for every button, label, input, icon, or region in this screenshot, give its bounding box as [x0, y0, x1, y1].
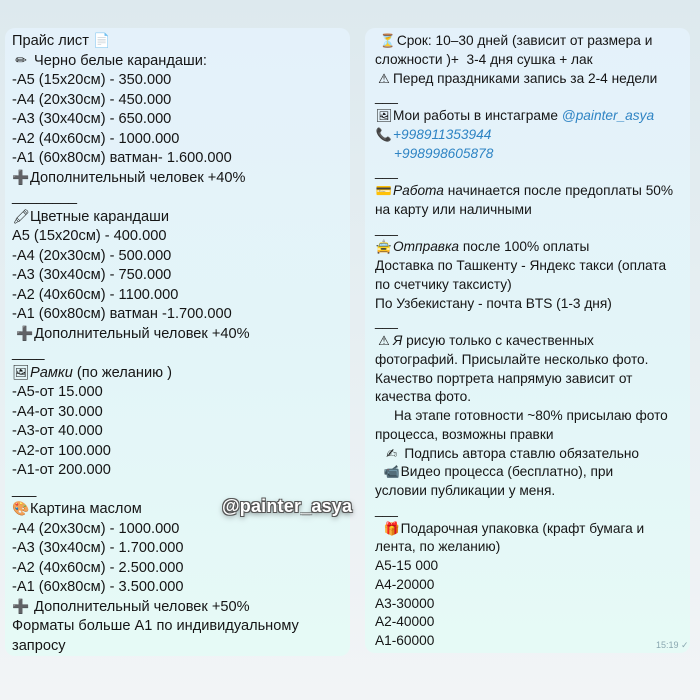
line-text: Дополнительный человек +40%	[34, 325, 250, 342]
line-text: Дополнительный человек +50%	[30, 598, 250, 615]
line-text: -А1 (60х80см) ватман- 1.600.000	[12, 150, 232, 166]
line-text: ________	[12, 189, 77, 205]
message-line	[12, 520, 346, 540]
message-line	[375, 126, 686, 145]
message-line	[12, 617, 346, 637]
message-text	[375, 32, 686, 651]
line-text: -А4 (20х30см) - 1000.000	[12, 520, 180, 537]
line-text: на карту или наличными	[375, 201, 532, 217]
message-line	[12, 52, 346, 72]
line-text: Форматы больше А1 по индивидуальному	[12, 618, 299, 634]
message-line	[375, 426, 686, 445]
line-text: -А3 (30х40см) - 750.000	[12, 267, 172, 283]
line-text: -А1-от 200.000	[12, 462, 111, 478]
message-line	[375, 145, 686, 164]
message-line	[375, 220, 686, 239]
line-text: сложности )+ 3-4 дня сушка + лак	[375, 51, 593, 67]
message-line	[375, 613, 686, 632]
line-text: Видео процесса (бесплатно), при	[400, 464, 614, 480]
message-line	[375, 276, 686, 295]
watermark: @painter_asya	[222, 496, 353, 516]
message-line	[375, 182, 686, 201]
line-text: условии публикации у меня.	[375, 483, 556, 498]
line-text: фотографий. Присылайте несколько фото.	[375, 351, 649, 367]
message-line	[12, 344, 346, 364]
price-message-bubble-left	[5, 28, 353, 656]
line-text: после 100% оплаты	[459, 239, 590, 255]
message-line	[12, 227, 346, 247]
message-line	[12, 442, 346, 462]
message-line	[375, 238, 686, 257]
palette-icon: 🎨	[12, 501, 30, 517]
message-line	[12, 266, 346, 286]
line-text: Рамки	[30, 364, 73, 381]
line-text: Черно белые карандаши:	[30, 52, 207, 69]
line-text: Подпись автора ставлю обязательно	[400, 445, 640, 461]
line-text	[375, 446, 383, 461]
line-text: -А4 (20х30см) - 450.000	[12, 91, 172, 108]
line-text: Прайс лист	[12, 33, 93, 49]
line-text: -А2 (40х60см) - 2.500.000	[12, 559, 184, 576]
hourglass-icon: ⏳	[379, 34, 396, 49]
line-text: ___	[375, 89, 398, 105]
line-text: -А2 (40х60см) - 1100.000	[12, 286, 179, 303]
message-line	[375, 501, 686, 520]
message-line	[375, 388, 686, 407]
warning-icon: ⚠	[378, 334, 390, 349]
message-link[interactable]: @painter_asya	[561, 108, 655, 123]
line-text: Я	[393, 333, 403, 348]
line-text: ___	[375, 314, 398, 330]
line-text: Качество портрета напрямую зависит от	[375, 370, 633, 386]
message-line	[375, 463, 686, 482]
line-text	[375, 146, 394, 161]
line-text: Отправка	[393, 239, 460, 255]
message-link[interactable]: +998911353944	[393, 126, 492, 142]
line-text: процесса, возможны правки	[375, 426, 554, 442]
message-line	[375, 576, 686, 595]
message-line	[375, 32, 686, 51]
message-line	[375, 538, 686, 557]
message-line	[12, 130, 346, 150]
message-line	[375, 445, 686, 464]
pencil-icon: ✏	[15, 52, 27, 69]
line-text: Срок: 10–30 дней (зависит от размера и	[396, 33, 653, 48]
line-text: -А1 (60х80см) - 3.500.000	[12, 579, 184, 595]
line-text: А1-60000	[375, 633, 435, 648]
line-text: Подарочная упаковка (крафт бумага и	[400, 520, 645, 536]
message-line	[375, 257, 686, 276]
message-line	[375, 557, 686, 576]
message-line	[12, 364, 346, 384]
message-line	[375, 107, 686, 126]
message-line	[12, 110, 346, 130]
line-text: -А4 (20х30см) - 500.000	[12, 247, 172, 264]
plus-icon: ➕	[12, 169, 30, 186]
line-text: -А2 (40х60см) - 1000.000	[12, 130, 180, 147]
message-line	[12, 539, 346, 559]
message-line	[12, 32, 346, 52]
line-text: Перед праздниками запись за 2-4 недели	[393, 70, 658, 86]
message-line	[12, 461, 346, 481]
message-line	[12, 91, 346, 111]
line-text: А5-15 000	[375, 558, 439, 573]
line-text: -А5 (15х20см) - 350.000	[12, 72, 172, 88]
message-line	[12, 598, 346, 618]
line-text: начинается после предоплаты 50%	[443, 183, 674, 198]
message-line	[12, 383, 346, 403]
message-text	[12, 32, 346, 656]
line-text: -А3-от 40.000	[12, 423, 103, 439]
message-line	[12, 578, 346, 598]
line-text: по счетчику таксисту)	[375, 276, 512, 292]
line-text: ___	[12, 481, 37, 498]
message-line	[375, 201, 686, 220]
line-text: Дополнительный человек +40%	[30, 169, 246, 186]
line-text: А4-20000	[375, 576, 435, 592]
line-text: -А3 (30х40см) - 1.700.000	[12, 540, 184, 556]
line-text: Мои работы в инстаграме	[393, 108, 562, 123]
message-line	[375, 88, 686, 107]
line-text: А5 (15х20см) - 400.000	[12, 228, 167, 244]
message-line	[375, 520, 686, 539]
line-text	[375, 464, 383, 479]
message-line	[12, 305, 346, 325]
line-text: (по желанию )	[72, 364, 172, 381]
line-text: ___	[375, 220, 398, 236]
line-text: А3-30000	[375, 595, 435, 611]
line-text: -А1 (60х80см) ватман -1.700.000	[12, 306, 232, 322]
line-text: ___	[375, 501, 398, 517]
message-line	[12, 247, 346, 267]
message-line	[12, 559, 346, 579]
line-text: А2-40000	[375, 614, 435, 630]
message-line	[12, 325, 346, 345]
message-line	[12, 286, 346, 306]
gift-icon: 🎁	[383, 521, 400, 537]
line-text: качества фото.	[375, 389, 472, 405]
message-line	[375, 632, 686, 651]
framed-picture-icon: 🖼	[375, 109, 393, 124]
message-line	[12, 637, 346, 657]
phone-icon: 📞	[375, 127, 393, 143]
line-text: ___	[375, 164, 398, 180]
line-text: -А5-от 15.000	[12, 384, 103, 400]
line-text: Цветные карандаши	[30, 208, 170, 225]
message-line	[375, 482, 686, 501]
line-text: -А3 (30х40см) - 650.000	[12, 111, 172, 127]
line-text: На этапе готовности ~80% присылаю фото	[375, 408, 668, 423]
line-text: Картина маслом	[30, 501, 142, 517]
message-line	[12, 149, 346, 169]
line-text: запросу	[12, 637, 66, 654]
message-line	[375, 295, 686, 314]
taxi-icon: 🚖	[375, 240, 393, 256]
message-line	[12, 188, 346, 208]
message-line	[375, 313, 686, 332]
line-text: рисую только с качественных	[402, 333, 594, 348]
message-link[interactable]: +998998605878	[394, 145, 494, 161]
message-line	[375, 407, 686, 426]
line-text: Доставка по Ташкенту - Яндекс такси (оплата	[375, 258, 667, 273]
plus-icon: ➕	[12, 598, 30, 615]
message-line	[375, 332, 686, 351]
line-text	[375, 521, 383, 536]
message-line	[375, 351, 686, 370]
line-text: -А2-от 100.000	[12, 442, 111, 459]
line-text: По Узбекистану - почта BTS (1-3 дня)	[375, 295, 612, 311]
line-text: Работа	[393, 183, 444, 198]
message-line	[375, 163, 686, 182]
warning-icon: ⚠	[378, 71, 390, 87]
message-line	[12, 208, 346, 228]
credit-card-icon: 💳	[375, 184, 393, 199]
framed-picture-icon: 🖼	[12, 364, 30, 381]
line-text: ____	[12, 345, 45, 361]
line-text: -А4-от 30.000	[12, 403, 103, 420]
writing-hand-icon: ✍	[386, 446, 398, 462]
plus-icon: ➕	[16, 325, 34, 342]
message-line	[375, 370, 686, 389]
message-line	[375, 595, 686, 614]
message-line	[12, 169, 346, 189]
message-line	[375, 51, 686, 70]
document-icon: 📄	[93, 33, 111, 49]
line-text: лента, по желанию)	[375, 539, 501, 555]
message-line	[12, 403, 346, 423]
message-timestamp: 15:19 ✓	[656, 640, 689, 650]
crayon-icon: 🖍	[12, 208, 30, 225]
message-line	[375, 70, 686, 89]
price-message-bubble-right	[365, 28, 690, 653]
message-line	[12, 71, 346, 91]
message-line	[12, 422, 346, 442]
video-camera-icon: 📹	[383, 465, 400, 481]
